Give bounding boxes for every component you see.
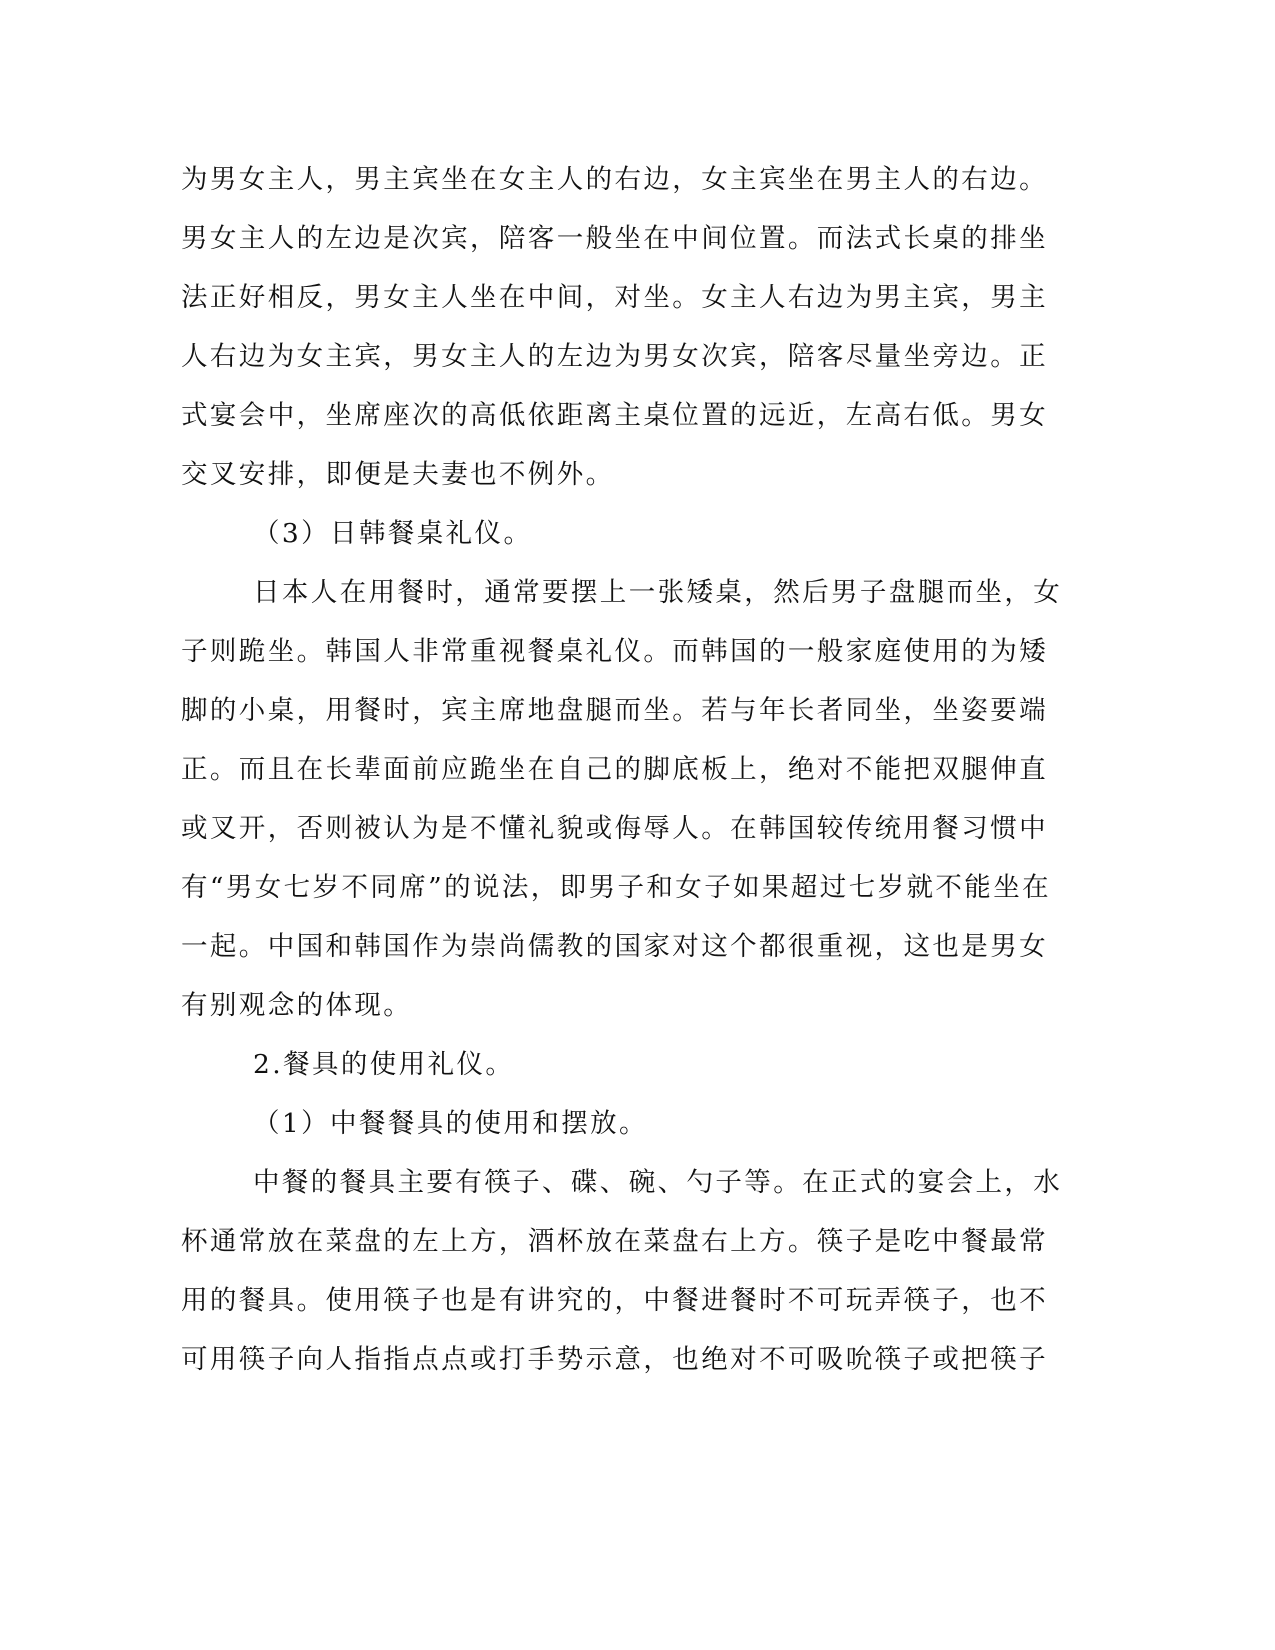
paragraph-chinese-tableware: [181, 1153, 1063, 1389]
text-line: 或叉开，否则被认为是不懂礼貌或侮辱人。在韩国较传统用餐习惯中: [181, 813, 1048, 844]
text-line: 可用筷子向人指指点点或打手势示意，也绝对不可吸吮筷子或把筷子: [181, 1344, 1048, 1375]
text-line: 2.餐具的使用礼仪。: [253, 1049, 515, 1080]
text-line: 日本人在用餐时，通常要摆上一张矮桌，然后男子盘腿而坐，女: [253, 577, 1063, 608]
text-line: 法正好相反，男女主人坐在中间，对坐。女主人右边为男主宾，男主: [181, 282, 1048, 313]
text-line: 式宴会中，坐席座次的高低依距离主桌位置的远近，左高右低。男女: [181, 400, 1048, 431]
text-line: （3）日韩餐桌礼仪。: [253, 518, 533, 549]
text-line: 用的餐具。使用筷子也是有讲究的，中餐进餐时不可玩弄筷子，也不: [181, 1285, 1048, 1316]
text-line: 有别观念的体现。: [181, 990, 413, 1021]
text-line: 脚的小桌，用餐时，宾主席地盘腿而坐。若与年长者同坐，坐姿要端: [181, 695, 1048, 726]
text-line: 子则跪坐。韩国人非常重视餐桌礼仪。而韩国的一般家庭使用的为矮: [181, 636, 1048, 667]
text-line: 中餐的餐具主要有筷子、碟、碗、勺子等。在正式的宴会上，水: [253, 1167, 1063, 1198]
paragraph-japan-korea: [181, 563, 1063, 1035]
text-line: 为男女主人，男主宾坐在女主人的右边，女主宾坐在男主人的右边。: [181, 164, 1048, 195]
text-line: 有“男女七岁不同席”的说法，即男子和女子如果超过七岁就不能坐在: [181, 872, 1051, 903]
heading-japan-korea-etiquette: [181, 504, 1031, 563]
text-line: 人右边为女主宾，男女主人的左边为男女次宾，陪客尽量坐旁边。正: [181, 341, 1048, 372]
text-line: 杯通常放在菜盘的左上方，酒杯放在菜盘右上方。筷子是吃中餐最常: [181, 1226, 1048, 1257]
text-line: （1）中餐餐具的使用和摆放。: [253, 1108, 648, 1139]
text-line: 一起。中国和韩国作为崇尚儒教的国家对这个都很重视，这也是男女: [181, 931, 1048, 962]
heading-tableware-etiquette: [181, 1035, 1031, 1094]
text-line: 正。而且在长辈面前应跪坐在自己的脚底板上，绝对不能把双腿伸直: [181, 754, 1048, 785]
document-page: [181, 150, 1063, 1389]
paragraph-seating-arrangement: [181, 150, 1048, 504]
text-line: 交叉安排，即便是夫妻也不例外。: [181, 459, 615, 490]
text-line: 男女主人的左边是次宾，陪客一般坐在中间位置。而法式长桌的排坐: [181, 223, 1048, 254]
heading-chinese-tableware: [181, 1094, 1031, 1153]
